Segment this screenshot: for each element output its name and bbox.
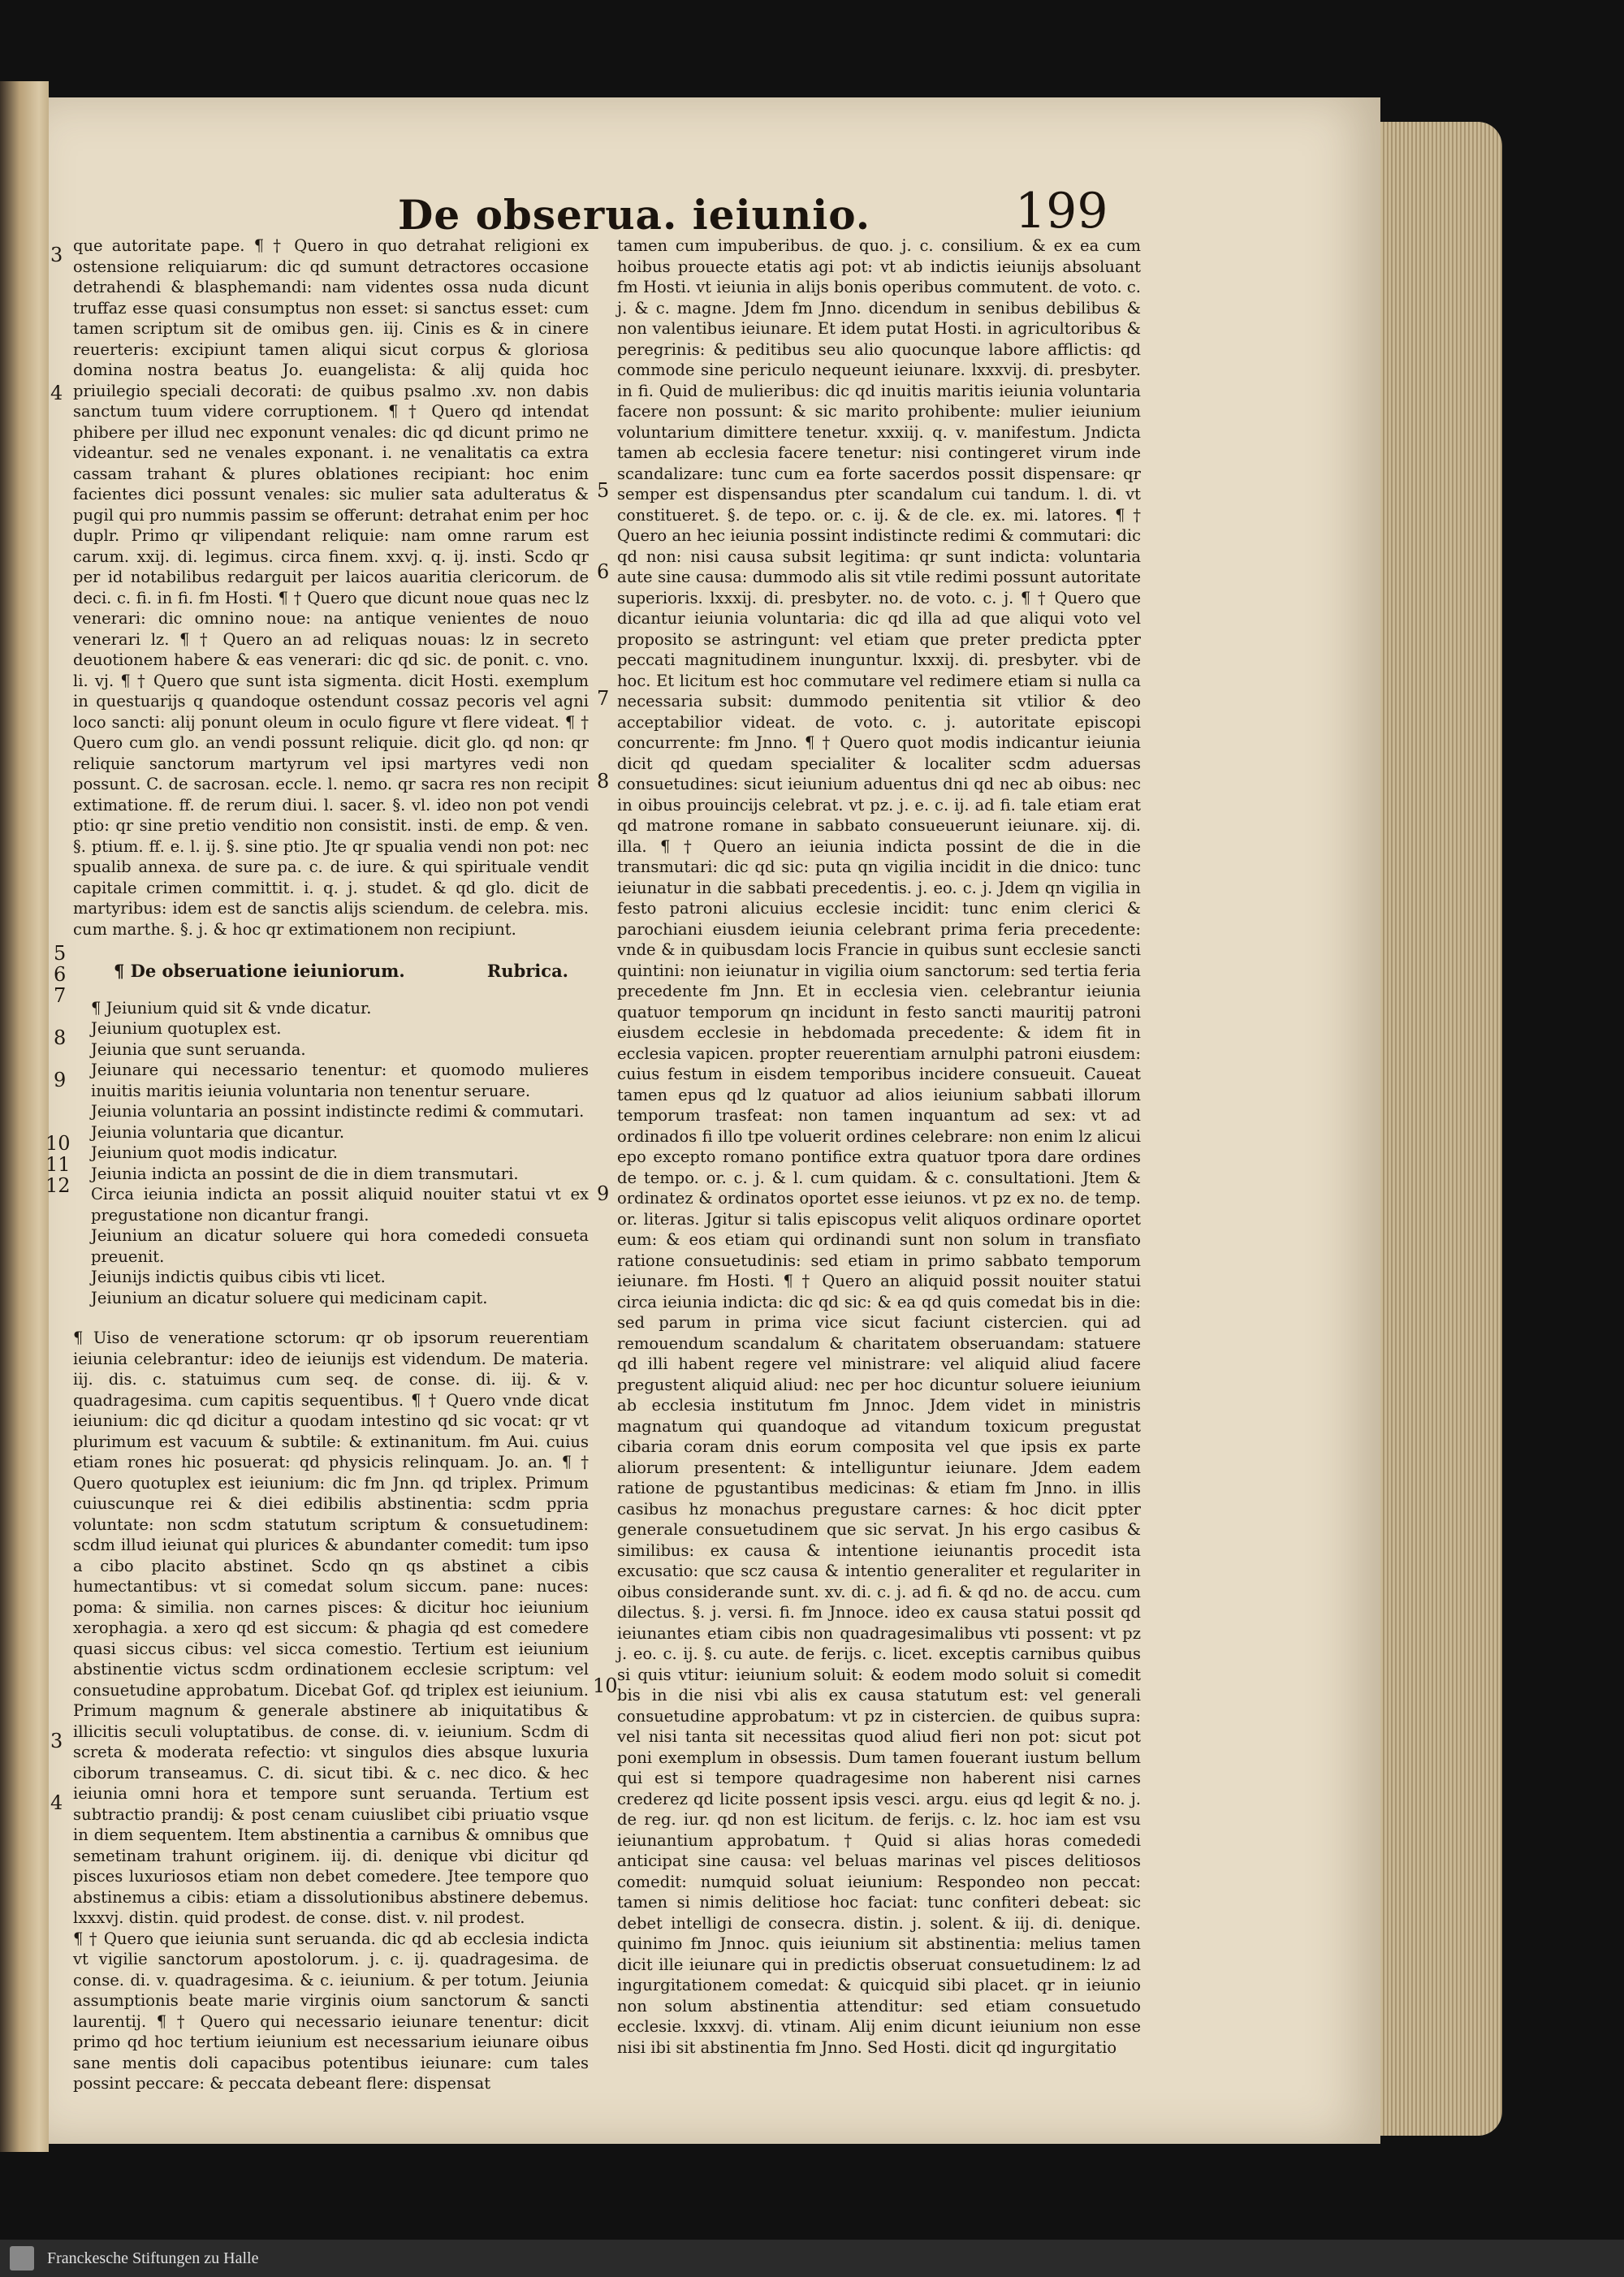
adjacent-page-edge: [0, 81, 49, 2152]
right-paragraph-1: tamen cum impuberibus. de quo. j. c. consilium. & ex ea cum hoibus prouecte etatis agi pot: vt ab indictis ieiunijs absoluant fm Hosti. vt ieiunia in alijs bonis operibus commutent. de voto. c. j. & c. magne. Jdem fm Jnno. dicendum in senibus debilibus & non valentibus ieiunare. Et idem putat Hosti. in agricultoribus & peregrinis: & peditibus seu alio quocunque labore afflictis: qd commode sine periculo nequeunt ieiunare. lxxxvij. di. presbyter. in fi. Quid de mulieribus: dic qd inuitis maritis ieiunia voluntaria facere non possunt: & sic marito prohibente: mulier ieiunium voluntarium dimittere tenetur. xxxiij. q. v. manifestum. Jndicta tamen ab ecclesia facere tenetur: nisi contingeret virum inde scandalizare: tunc cum ea forte sacerdos possit dispensare: qr semper est dispensandus pter scandalum cui tandum. l. di. vt constitueret. §. de tepo. or. c. ij. & de cle. ex. mi. latores. ¶ † Quero an hec ieiunia possint indistincte redimi & commutari: dic qd non: nisi causa subsit legitima: qr sunt indicta: voluntaria aute sine causa: dummodo alis sit vtile redimi possunt autoritate superioris. lxxxij. di. presbyter. no. de voto. c. j. ¶ † Quero que dicantur ieiunia voluntaria: dic qd illa ad que aliqui voto vel proposito se astringunt: vel etiam que preter predicta ppter peccati magnitudinem inunguntur. lxxxij. di. presbyter. vbi de hoc. Et licitum est hoc commutare vel redimere etiam si nulla ca necessaria subsit: dummodo penitentia sit vtilior & deo acceptabilior videat. de voto. c. j. autoritate episcopi concurrente: fm Jnno. ¶ † Quero quot modis indicantur ieiunia dicit qd quedam specialiter & localiter scdm aduersas consuetudines: sicut ieiunium aduentus dni qd nec ab oibus: nec in oibus prouincijs celebrat. vt pz. j. e. c. ij. ad fi. tale etiam erat qd matrone romane in sabbato consueuerunt ieiunare. xij. di. illa. ¶ † Quero an ieiunia indicta possint de die in die transmutari: dic qd sic: puta qn vigilia incidit in die dnico: tunc ieiunatur in die sabbati precedentis. j. eo. c. j. Jdem qn vigilia in festo patroni alicuius ecclesie incidit: tunc enim clerici & parochiani eiusdem ieiunia celebrant prima feria precedente: vnde & in quibusdam locis Francie in quibus sunt ecclesie sancti quintini: non ieiunatur in vigilia oium sanctorum: sed tertia feria precedente fm Jnn. Et in ecclesia vien. celebrantur ieiunia quatuor temporum qn incidunt in festo sancti mauritij patroni eiusdem ecclesie in hebdomada precedente: & idem fit in ecclesia vapicen. propter reuerentiam arnulphi patroni eiusdem: cuius festum in eisdem temporibus incidere consueuit. Caueat tamen epus qd lz quatuor ad alios ieiunium sabbati illorum temporum trasfeat: non tamen inquantum ad sex: vt ad ordinados fi illo tpe voluerit ordines celebrare: non enim lz alicui epo excepto romano pontifice extra quatuor tpora dare ordines de tempo. or. c. j. & l. cum quidam. & c. consultationi. Jtem & ordinatez & ordinatos oportet esse ieiunos. vt pz ex no. de temp. or. literas. Jgitur si talis episcopus velit aliquos ordinare oportet eum: & eos etiam qui ordinandi sunt non solum in transfiato ratione consuetudinis: sed etiam in primo sabbato temporum ieiunare. fm Hosti. ¶ † Quero an aliquid possit nouiter statui circa ieiunia indicta: dic qd sic: & ea qd quis comedat bis in die: sed parum in prima vice sicut faciunt cistercien. qui ad remouendum scandalum & charitatem obseruandam: statuere qd illi habent regere vel ministrare: vel aliquid aliud facere pregustent aliquid aliud: nec per hoc dicuntur soluere ieiunium ab ecclesia institutum fm Jnnoc. Jdem videt in ministris magnatum qui quandoque ad vitandum toxicum pregustat cibaria coram dnis eorum composita vel que ipsis ex parte aliorum presentent: & intelliguntur ieiunare. Jdem eadem ratione de pgustantibus medicinas: & etiam fm Jnno. in illis casibus hz monachus pregustare carnes: & hoc dicit ppter generale consuetudinem que sic servat. Jn his ergo casibus & similibus: ex causa & intentione ieiunantis procedit ista excusatio: que scz causa & intentio generaliter et regulariter in oibus considerande sunt. xv. di. c. j. ad fi. & qd no. de accu. cum dilectus. §. j. versi. fi. fm Jnnoce. ideo ex causa statui possit qd ieiunantes etiam cibis non quadragesimalibus vti possent: vt pz j. eo. c. ij. §. cu aute. de ferijs. c. licet. exceptis carnibus quibus si quis vtitur: ieiunium soluit: & eodem modo soluit si comedit bis in die nisi vbi alis ex causa statutum est: vel generali consuetudine approbatum: vt pz in cistercien. de quibus supra: vel nisi tanta sit necessitas quod aliud fieri non pot: sicut pot poni exemplum in obsessis. Dum tamen fouerant iustum bellum qui est si tempore quadragesime non haberent nisi carnes crederez qd licite possent ipsis vesci. argu. eius qd legit & no. j. de reg. iur. qd non est licitum. de ferijs. c. lz. hoc iam est vsu ieiunantium approbatum. † Quid si alias horas comededi anticipat sine causa: vel beluas marinas vel pisces delitiosos comedit: numquid soluat ieiunium: Respondeo non peccat: tamen si nimis delitiose hoc faciat: tunc confiteri debeat: sic debet intelligi de consecra. distin. j. solent. & iij. di. denique. quinimo fm Jnnoc. quis ieiunium sit abstinentia: melius tamen dicit ille ieiunare qui in predictis obseruat consuetudinem: lz ad ingurgitationem comedat: & quicquid sibi placet. qr in ieiunio non solum abstinentia attenditur: sed etiam consuetudo ecclesie. lxxxvj. di. vtinam. Alij enim dicunt ieiunium non esse nisi ibi sit abstinentia fm Jnno. Sed Hosti. dicit qd ingurgitatio: [617, 236, 1141, 2057]
summary-item: Jeiunium quot modis indicatur.: [91, 1143, 339, 1162]
left-paragraph-2: ¶ Uiso de veneratione sctorum: qr ob ipsorum reuerentiam ieiunia celebrantur: ideo de ieiunijs est videndum. De materia. iij. dis. c. statuimus cum seq. de conse. di. iij. & v. quadragesima. cum capitis sequentibus. ¶ † Quero vnde dicat ieiunium: dic qd dicitur a quodam intestino qd sic vocat: qr vt plurimum est vacuum & subtile: & extinanitum. fm Aui. cuius etiam rones hic posuerat: qd physicis relinquam. Jo. an. ¶ † Quero quotuplex est ieiunium: dic fm Jnn. qd triplex. Primum cuiuscunque rei & diei edibilis abstinentia: scdm ppria voluntate: non scdm statutum scriptum & consuetudinem: scdm illud ieiunat qui plurices & abundanter comedit: tum ipso a cibo placito abstinet. Scdo qn qs abstinet a cibis humectantibus: vt si comedat solum siccum. pane: nuces: poma: & similia. non carnes pisces: & dicitur hoc ieiunium xerophagia. a xero qd est siccum: & phagia qd est comedere quasi siccus cibus: vel sicca comestio. Tertium est ieiunium abstinentie victus scdm ordinationem ecclesie scriptum: vel consuetudine approbatum. Dicebat Gof. qd triplex est ieiunium. Primum magnum & generale abstinere ab iniquitatibus & illicitis seculi voluptatibus. de conse. di. v. ieiunium. Scdm di screta & moderata refectio: vt singulos dies absque luxuria ciborum transeamus. C. di. sicut tibi. & c. nec dico. & hec ieiunia omni hora et tempore sunt seruanda. Tertium est subtractio prandij: & post cenam cuiuslibet cibi priuatio vsque in diem sequentem. Item abstinentia a carnibus & omnibus que semetinam trahunt originem. iij. di. denique vbi dicitur qd pisces luxuriosos etiam non debet comedere. Jtee tempore quo abstinemus a cibis: etiam a dissolutionibus abstinere debemus. lxxxvj. distin. quid prodest. de conse. dist. v. nil prodest.: [73, 1329, 589, 1927]
left-paragraph-1: que autoritate pape. ¶ † Quero in quo detrahat religioni ex ostensione reliquiarum: dic qd sumunt detractores occasione detrahendi & blasphemandi: nam videntes ossa nuda dicunt truffaz esse quasi consumptus non esset: si sanctus esset: cum tamen scriptum sit de omibus gen. iij. Cinis es & in cinere reuerteris: excipiunt tamen aliqui sicut corpus & gloriosa domina nostra beatus Jo. euangelista: & alij quida hoc priuilegio speciali decorati: de quibus psalmo .xv. non dabis sanctum tuum videre corruptionem. ¶ † Quero qd intendat phibere per illud nec exponunt venales: dic qd dicunt primo ne videantur. sed ne venales exponant. i. ne venalitatis ca extra cassam trahant & plures oblationes recipiant: hoc enim facientes dici possunt venales: sic mulier sata adulteratus & pugil qui pro nummis passim se offerunt: detrahat enim per hoc duplr. Primo qr vilipendant reliquie: nam omne rarum est carum. xxij. di. legimus. circa finem. xxvj. q. ij. insti. Scdo qr per id notabilibus redarguit per laicos auaritia clericorum. de deci. c. fi. in fi. fm Hosti. ¶ † Quero que dicunt noue quas nec lz venerari: dic omnino noue: na antique venientes de nouo venerari lz. ¶ † Quero an ad reliquas nouas: lz in secreto deuotionem habere & eas venerari: dic qd sic. de ponit. c. vno. li. vj. ¶ † Quero que sunt ista sigmenta. dicit Hosti. exemplum in questuarijs q quandoque ostendunt cossaz pecoris vel agni loco sancti: alij ponunt oleum in oculo figure vt flere videat. ¶ † Quero cum glo. an vendi possunt reliquie. dicit glo. qd non: qr reliquie sanctorum martyrum vel ipsi martyres vedi non possunt. C. de sacrosan. eccle. l. nemo. qr sacra res non recipit extimatione. ff. de rerum diui. l. sacer. §. vl. ideo non pot vendi ptio: qr sine pretio venditio non consistit. insti. de emp. & ven. §. ptium. ff. e. l. ij. §. sine ptio. Jte qr spualia vendi non pot: nec spualib annexa. de sure pa. c. de iure. & qui spirituale vendit capitale crimen committit. i. q. j. studet. & qd glo. dicit de martyribus: idem est de sanctis alijs sciendum. de celebra. mis. cum marthe. §. j. & hoc qr extimationem non recipiunt.: [73, 236, 589, 939]
institution-logo-icon: [10, 2246, 34, 2271]
margin-number: 10: [45, 1132, 71, 1155]
rubric-label: Rubrica.: [486, 961, 568, 981]
margin-number: 8: [54, 1026, 67, 1049]
margin-number: 6: [54, 963, 67, 986]
left-column: [73, 235, 589, 2094]
summary-item: Circa ieiunia indicta an possit aliquid nouiter statui vt ex pregustatione non dicantur frangi.: [91, 1185, 589, 1225]
rubric-title: ¶ De obseruatione ieiuniorum.: [114, 961, 405, 981]
margin-number: 10: [593, 1674, 618, 1697]
summary-item: ¶ Jeiunium quid sit & vnde dicatur.: [91, 998, 372, 1018]
right-column: [617, 235, 1141, 2058]
summary-item: Jeiunia que sunt seruanda.: [91, 1039, 306, 1059]
summary-item: Jeiunare qui necessario tenentur: et quomodo mulieres inuitis maritis ieiunia voluntaria non tenentur seruare.: [91, 1061, 589, 1100]
margin-number: 3: [50, 1730, 63, 1752]
margin-number: 12: [45, 1174, 71, 1197]
summary-item: Jeiunia indicta an possint de die in diem transmutari.: [91, 1164, 519, 1183]
margin-number: 4: [50, 382, 63, 404]
margin-number: 6: [597, 560, 610, 583]
summary-item: Jeiunijs indictis quibus cibis vti licet.: [91, 1268, 386, 1286]
margin-number: 5: [54, 942, 67, 965]
summary-item: Jeiunia voluntaria an possint indistincte redimi & commutari.: [91, 1102, 585, 1121]
margin-number: 7: [597, 687, 610, 710]
left-paragraph-3: ¶ † Quero que ieiunia sunt seruanda. dic qd ab ecclesia indicta vt vigilie sanctorum apostolorum. j. c. ij. quadragesima. de conse. di. v. quadragesima. & c. ieiunium. & per totum. Jeiunia assumptionis beate marie virginis oium sanctorum & sancti laurentij. ¶ † Quero qui necessario ieiunare tenentur: dicit primo qd hoc tertium ieiunium est necessarium ieiunare oibus sane mentis doli capacibus potentibus ieiunare: cum tales possint peccare: & peccata debeant flere: dispensat: [73, 1929, 589, 2093]
margin-number: 8: [597, 770, 610, 793]
summary-item: Jeiunium quotuplex est.: [91, 1019, 282, 1038]
margin-number: 9: [597, 1182, 610, 1205]
margin-number: 5: [597, 479, 610, 502]
chapter-summary-list: [73, 998, 589, 1309]
running-header: De obserua. ieiunio.: [398, 191, 871, 239]
summary-item: Jeiunium an dicatur soluere qui medicinam capit.: [91, 1288, 488, 1307]
summary-item: Jeiunium an dicatur soluere qui hora comededi consueta preuenit.: [91, 1226, 589, 1266]
folio-number: 199: [1015, 183, 1108, 240]
footer-bar: [0, 2240, 1624, 2277]
summary-item: Jeiunia voluntaria que dicantur.: [91, 1122, 345, 1142]
margin-number: 4: [50, 1791, 63, 1814]
margin-number: 7: [54, 984, 67, 1007]
rubric-heading: [114, 961, 568, 982]
margin-number: 9: [54, 1069, 67, 1091]
margin-number: 3: [50, 244, 63, 266]
margin-number: 11: [45, 1153, 71, 1176]
page-stack-edge: [1380, 122, 1502, 2136]
footer-credit: Franckesche Stiftungen zu Halle: [47, 2249, 259, 2267]
